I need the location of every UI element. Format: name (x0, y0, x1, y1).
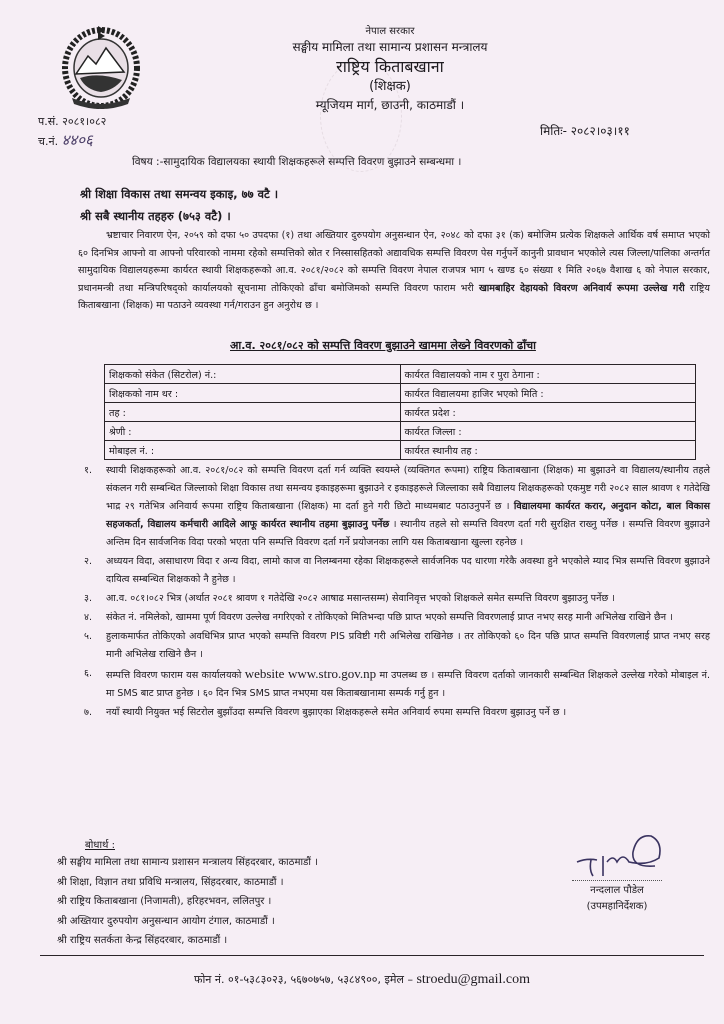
government-name: नेपाल सरकार (365, 26, 415, 37)
table-cell: शिक्षकको नाम थर : (105, 384, 401, 403)
signature-block (562, 832, 672, 915)
table-cell: कार्यरत स्थानीय तह : (400, 441, 696, 460)
body-bold-text: खामबाहिर देहायको विवरण अनिवार्य रूपमा उल्लेख गरी (478, 282, 685, 294)
list-item (84, 628, 710, 664)
cc-title: बोधार्थ : (85, 840, 115, 851)
table-cell: तह : (105, 403, 401, 422)
note-text: अध्ययन विदा, असाधारण विदा र अन्य विदा, लामो काज वा निलम्बनमा रहेका शिक्षकहरूले सार्वजनिक पद धारणा गरेकै अवस्था हुने भएकोले म्याद भित्र सम्पत्ति विवरण बुझाउने दायित्व सम्बन्धित शिक्षकको नै हुनेछ । (106, 556, 710, 585)
office-address: म्यूजियम मार्ग, छाउनी, काठमाडौं । (315, 98, 465, 112)
letter-date: मितिः- २०८२।०३।११ (540, 124, 630, 138)
instruction-list (84, 462, 710, 723)
cc-item: श्री शिक्षा, विज्ञान तथा प्रविधि मन्त्रालय, सिंहदरबार, काठमाडौं । (57, 876, 284, 888)
footer-email[interactable]: stroedu@gmail.com (416, 972, 531, 987)
envelope-details-table (104, 364, 696, 460)
signatory-name: नन्दलाल पौडेल (590, 885, 644, 896)
table-row (105, 365, 696, 384)
footer-phone: फोन नं. ०१-५३८३०२३, ५६७०७५७, ५३८४९००, इमेल – (193, 973, 417, 986)
list-number: ३. (84, 593, 93, 604)
note-bold-text: विद्यालयमा कार्यरत करार, अनुदान कोटा, बाल विकास सहजकर्ता, विद्यालय कर्मचारी आदिले आफू कार्यरत स्थानीय तहमा बुझाउनु पर्नेछ (106, 501, 710, 530)
chn-number (38, 131, 106, 151)
addressee: श्री सबै स्थानीय तहहरु (७५३ वटै) । (80, 209, 231, 223)
signatory-role: (उपमहानिर्देशक) (586, 901, 648, 912)
table-cell: कार्यरत प्रदेश : (400, 403, 696, 422)
table-row (105, 403, 696, 422)
nepal-emblem-icon (58, 22, 144, 110)
list-item (84, 462, 710, 552)
list-number: २. (84, 556, 93, 567)
list-item (84, 590, 710, 608)
list-item (84, 704, 710, 722)
list-item (84, 553, 710, 589)
chn-value: ४४०६ (61, 131, 93, 149)
signature-line (572, 880, 662, 881)
note-text: आ.व. ०८१।०८२ भित्र (अर्थात २०८१ श्रावण १ गतेदेखि २०८२ आषाढ मसान्तसम्म) सेवानिवृत्त भएको शिक्षकले समेत सम्पत्ति विवरण बुझाउनु पर्नेछ । (106, 593, 615, 604)
note-text: हुलाकमार्फत तोकिएको अवधिभित्र प्राप्त भएको सम्पत्ति विवरण PIS प्रविष्टी गरी अभिलेख राखिनेछ । तर तोकिएको ६० दिन पछि प्राप्त सम्पत्ति विवरणलाई प्राप्त नभए सरह मानी अभिलेख राखिने छैन । (106, 631, 710, 660)
list-number: ७. (84, 707, 93, 718)
note-text-end: । स्थानीय तहले सो सम्पत्ति विवरण दर्ता गरी सुरक्षित राख्नु पर्नेछ । सम्पत्ति विवरण बुझाउने अन्तिम दिन सार्वजनिक विदा परको भएता पनि सम्पत्ति विवरण दर्ता गर्ने प्रयोजनका लागि यस किताबखाना खुल्ला रहनेछ । (106, 519, 710, 548)
note-text: सम्पत्ति विवरण फाराम यस कार्यालयको (106, 670, 245, 681)
table-cell: शिक्षकको संकेत (सिटरोल) नं.: (105, 365, 401, 384)
office-subtitle: (शिक्षक) (369, 79, 411, 94)
table-row (105, 441, 696, 460)
list-number: ४. (84, 612, 93, 623)
table-cell: कार्यरत विद्यालयमा हाजिर भएको मिति : (400, 384, 696, 403)
cc-item: श्री अख्तियार दुरुपयोग अनुसन्धान आयोग टंगाल, काठमाडौं । (57, 915, 275, 927)
note-text: संकेत नं. नमिलेको, खाममा पूर्ण विवरण उल्लेख नगरिएको र तोकिएको मितिभन्दा पछि प्राप्त भएको सम्पत्ति विवरणलाई प्राप्त नभए सरह मानी अभिलेख राखिने छैन । (106, 612, 673, 623)
list-number: ५. (84, 631, 93, 642)
addressees (80, 183, 278, 227)
cc-list (57, 853, 318, 951)
letter-subject: विषय :-सामुदायिक विद्यालयका स्थायी शिक्षकहरूले सम्पत्ति विवरण बुझाउने सम्बन्धमा । (132, 156, 462, 168)
addressee: श्री शिक्षा विकास तथा समन्वय इकाइ, ७७ वटै । (80, 187, 279, 201)
cc-item: श्री राष्ट्रिय किताबखाना (निजामती), हरिहरभवन, ललितपुर । (57, 896, 272, 907)
chn-label: च.नं. (38, 135, 59, 148)
ps-number: प.सं. २०८१।०८२ (38, 115, 107, 128)
cc-item: श्री राष्ट्रिय सतर्कता केन्द्र सिंहदरबार, काठमाडौं । (57, 935, 228, 946)
list-number: ६. (84, 668, 93, 679)
office-name: राष्ट्रिय किताबखाना (336, 57, 444, 76)
note-text: स्थायी शिक्षकहरूको आ.व. २०८१/०८२ को सम्पत्ति विवरण दर्ता गर्न व्यक्ति स्वयम्ले (व्यक्तिगत रूपमा) राष्ट्रिय किताबखाना (शिक्षक) मा बुझाउने वा विद्यालय/स्थानीय तहले संकलन गरी सम्बन्धित जिल्लाको शिक्षा विकास तथा समन्वय इकाइहरूमा बुझाउने र इकाइहरूले जिल्लाका सबै विद्यालय शिक्षकहरूको एकमुष्ट गरी २०८२ साल श्रावण १ गतेदेखि भाद्र २९ गतेभित्र अनिवार्य रूपमा राष्ट्रिय किताबखाना (शिक्षक) मा दर्ता हुने गरी छिटो माध्यमबाट पठाउनुपर्ने छ । (106, 465, 710, 512)
note-text: नयाँ स्थायी नियुक्त भई सिटरोल बुझाँउदा सम्पत्ति विवरण बुझाएका शिक्षकहरूले समेत अनिवार्य रुपमा सम्पत्ति विवरण बुझाउनु पर्ने छ । (106, 707, 567, 718)
reference-numbers (38, 113, 106, 151)
footer-divider (40, 955, 704, 956)
body-text: भ्रष्टाचार निवारण ऐन, २०५९ को दफा ५० उपदफा (१) तथा अख्तियार दुरुपयोग अनुसन्धान ऐन, २०४८ को दफा ३१ (क) बमोजिम प्रत्येक शिक्षकले आर्थिक वर्ष समाप्त भएको ६० दिनभित्र आफ्नो वा आफ्नो परिवारको नाममा रहेको सम्पत्तिको स्रोत र निस्सासहितको अद्यावधिक सम्पत्ति विवरण पेस गर्नुपर्ने कानुनी प्रावधान भएकोले त्यस जिल्ला/पालिका अन्तर्गत सामुदायिक विद्यालयहरूमा कार्यरत स्थायी शिक्षकहरूको आ.व. २०८१/२०८२ को सम्पत्ति विवरण नेपाल राजपत्र भाग ५ खण्ड ६० संख्या १ मिति २०६७ वैशाख ६ को नेपाल सरकार, प्रधानमन्त्री तथा मन्त्रिपरिषद्को कार्यालयको सूचनामा तोकिएको ढाँचा बमोजिमको सम्पत्ति विवरण फाराम भरी (78, 230, 710, 294)
body-paragraph (78, 227, 710, 315)
table-cell: मोबाइल नं. : (105, 441, 401, 460)
form-title: आ.व. २०८१/०८२ को सम्पत्ति विवरण बुझाउने खाममा लेख्ने विवरणको ढाँचा (230, 339, 536, 352)
cc-item: श्री सङ्घीय मामिला तथा सामान्य प्रशासन मन्त्रालय सिंहदरबार, काठमाडौं । (57, 857, 318, 868)
table-cell: कार्यरत जिल्ला : (400, 422, 696, 441)
signature-icon (567, 832, 667, 880)
body-text-end: राष्ट्रिय किताबखाना (शिक्षक) मा पठाउने व्यवस्था गर्न/गराउन हुन अनुरोध छ । (78, 282, 710, 312)
note-text-end: मा उपलब्ध छ । सम्पत्ति विवरण दर्ताको जानकारी सम्बन्धित शिक्षकले उल्लेख गरेको मोबाइल नं. मा SMS बाट प्राप्त हुनेछ । ६० दिन भित्र SMS प्राप्त नभएमा यस किताबखानामा सम्पर्क गर्नु हुन । (106, 670, 711, 699)
table-row (105, 422, 696, 441)
list-item (84, 665, 710, 703)
list-number: १. (84, 465, 93, 476)
table-cell: कार्यरत विद्यालयको नाम र पुरा ठेगाना : (400, 365, 696, 384)
footer-contact (0, 972, 724, 988)
table-cell: श्रेणी : (105, 422, 401, 441)
ministry-name: सङ्घीय मामिला तथा सामान्य प्रशासन मन्त्रालय (292, 40, 488, 54)
list-item (84, 609, 710, 627)
website-link[interactable]: website www.stro.gov.np (244, 666, 377, 681)
table-row (105, 384, 696, 403)
